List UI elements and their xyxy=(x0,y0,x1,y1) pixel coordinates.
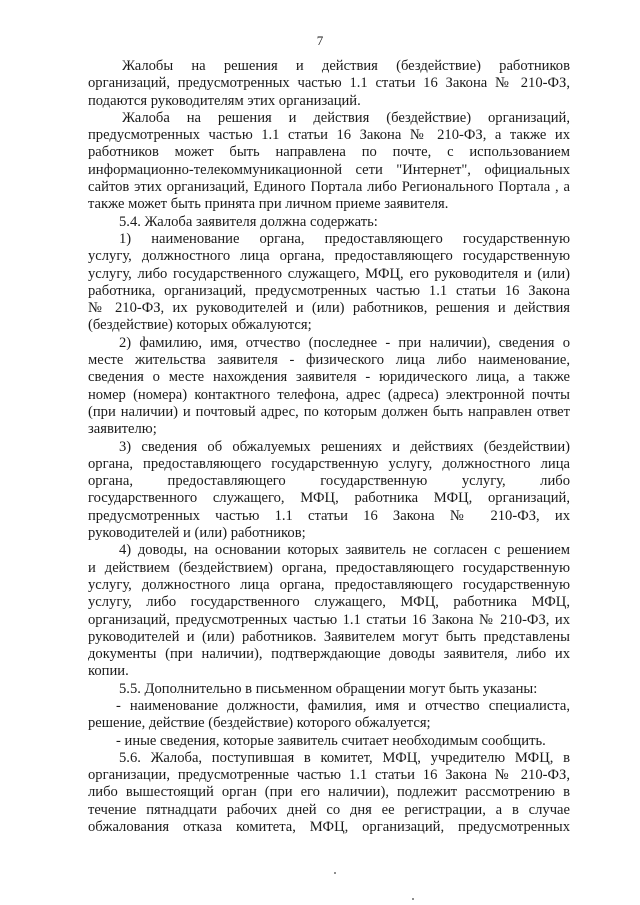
text-line: органа, предоставляющего государственную услугу, либо xyxy=(88,473,570,490)
text-line: предусмотренных частью 1.1 статьи 16 Закона № 210-ФЗ, их xyxy=(88,507,570,524)
text-line: организации, предусмотренные частью 1.1 статьи 16 Закона № 210-ФЗ, xyxy=(88,767,570,784)
text-line: 5.6. Жалоба, поступившая в комитет, МФЦ, учредителю МФЦ, в xyxy=(119,749,570,766)
text-line: и действием (бездействием) органа, предоставляющего государственную xyxy=(88,559,570,576)
text-line: сведения о месте нахождения заявителя - юридического лица, а также xyxy=(88,369,570,386)
text-line: заявителю; xyxy=(88,421,157,438)
text-line: решение, действие (бездействие) которого обжалуется; xyxy=(88,715,431,732)
text-line: (при наличии) и почтовый адрес, по которым должен быть направлен ответ xyxy=(88,403,570,420)
text-line: информационно-телекоммуникационной сети "Интернет", официальных xyxy=(88,161,570,178)
text-line: услугу, либо государственного служащего, МФЦ, работника МФЦ, xyxy=(88,594,570,611)
text-line: течение пятнадцати рабочих дней со дня ее регистрации, а в случае xyxy=(88,801,570,818)
text-line: 3) сведения об обжалуемых решениях и действиях (бездействии) xyxy=(119,438,570,455)
text-line: либо вышестоящий орган (при его наличии), подлежит рассмотрению в xyxy=(88,784,570,801)
text-line: 1) наименование органа, предоставляющего государственную xyxy=(119,230,570,247)
text-line: 4) доводы, на основании которых заявитель не согласен с решением xyxy=(119,542,570,559)
text-line: 2) фамилию, имя, отчество (последнее - при наличии), сведения о xyxy=(119,334,570,351)
text-line: подаются руководителям этих организаций. xyxy=(88,92,361,109)
text-line: Жалоба на решения и действия (бездействие) организаций, xyxy=(122,109,570,126)
text-line: копии. xyxy=(88,663,129,680)
document-body xyxy=(88,58,570,836)
text-line: руководителей и (или) работников. Заявителем могут быть представлены xyxy=(88,628,570,645)
text-line: - наименование должности, фамилия, имя и отчество специалиста, xyxy=(116,697,570,714)
text-line: (бездействие) которых обжалуются; xyxy=(88,317,312,334)
text-line: Жалобы на решения и действия (бездействие) работников xyxy=(122,58,570,74)
text-line: организаций, предусмотренных частью 1.1 статьи 16 Закона № 210-ФЗ, xyxy=(88,75,570,92)
text-line: предусмотренных частью 1.1 статьи 16 Закона № 210-ФЗ, а также их xyxy=(88,127,570,144)
text-line: сайтов этих организаций, Единого Портала либо Регионального Портала , а xyxy=(88,179,570,196)
text-line: услугу, должностного лица органа, предоставляющего государственную xyxy=(88,248,570,265)
text-line: услугу, должностного лица органа, предоставляющего государственную xyxy=(88,576,570,593)
text-line: - иные сведения, которые заявитель считает необходимым сообщить. xyxy=(116,732,546,749)
text-line: организаций, предусмотренных частью 1.1 статьи 16 Закона № 210-ФЗ, их xyxy=(88,611,570,628)
text-line: № 210-ФЗ, их руководителей и (или) работников, решения и действия xyxy=(88,300,570,317)
text-line: документы (при наличии), подтверждающие доводы заявителя, либо их xyxy=(88,646,570,663)
text-line: месте жительства заявителя - физического лица либо наименование, xyxy=(88,352,570,369)
text-line: номер (номера) контактного телефона, адрес (адреса) электронной почты xyxy=(88,386,570,403)
text-line: работников может быть направлена по почте, с использованием xyxy=(88,144,570,161)
scan-speck xyxy=(412,898,414,900)
text-line: 5.5. Дополнительно в письменном обращении могут быть указаны: xyxy=(119,680,538,697)
scan-speck xyxy=(334,872,336,874)
text-line: органа, предоставляющего государственную услугу, должностного лица xyxy=(88,455,570,472)
text-line: также может быть принята при личном приеме заявителя. xyxy=(88,196,449,213)
text-line: руководителей и (или) работников; xyxy=(88,525,306,542)
page-number: 7 xyxy=(316,33,324,48)
text-line: услугу, либо государственного служащего, МФЦ, его руководителя и (или) xyxy=(88,265,570,282)
text-line: работника, организаций, предусмотренных частью 1.1 статьи 16 Закона xyxy=(88,282,570,299)
text-line: государственного служащего, МФЦ, работника МФЦ, организаций, xyxy=(88,490,570,507)
text-line: 5.4. Жалоба заявителя должна содержать: xyxy=(119,213,378,230)
text-line: обжалования отказа комитета, МФЦ, организаций, предусмотренных xyxy=(88,819,570,836)
